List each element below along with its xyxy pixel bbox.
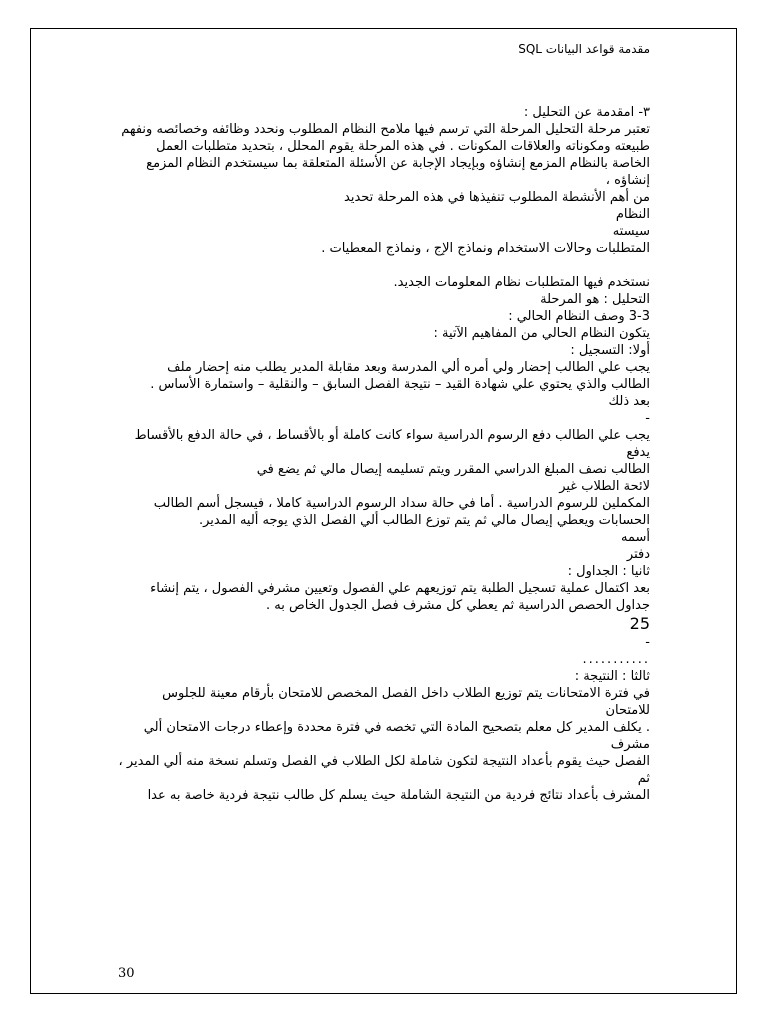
- section-heading: ٣- امقدمة عن التحليل :: [523, 105, 650, 120]
- dash-line: -: [645, 635, 650, 650]
- page-marker: 25: [629, 614, 650, 633]
- page-number: 30: [118, 966, 135, 981]
- paragraph-line: التحليل : هو المرحلة: [540, 292, 650, 307]
- document-body: [118, 104, 650, 804]
- paragraph-line: نستخدم فيها المتطلبات نظام المعلومات الجديد.: [393, 275, 650, 290]
- spacer: [118, 257, 650, 274]
- paragraph-line: من أهم الأنشطة المطلوب تنفيذها في هذه المرحلة تحديد: [344, 190, 650, 205]
- subsection-heading: ثالثا : النتيجة :: [574, 669, 650, 684]
- paragraph-line: الطالب نصف المبلغ الدراسي المقرر ويتم تسليمه إيصال مالي ثم يضع في: [256, 462, 650, 477]
- paragraph-line: أسمه: [621, 530, 650, 545]
- paragraph-line: يجب علي الطالب دفع الرسوم الدراسية سواء كانت كاملة أو بالأقساط ، في حالة الدفع بالأقساط يدفع: [134, 428, 650, 460]
- section-heading: 3-3 وصف النظام الحالي :: [508, 309, 650, 324]
- paragraph-line: المكملين للرسوم الدراسية . أما في حالة سداد الرسوم الدراسية كاملا ، فيسجل أسم الطالب: [153, 496, 650, 511]
- paragraph-line: بعد ذلك: [608, 394, 650, 409]
- paragraph-line: الخاصة بالنظام المزمع إنشاؤه وبإيجاد الإجابة عن الأسئلة المتعلقة بما سيستخدم النظام المزمع إنشاؤه ،: [146, 156, 650, 188]
- paragraph-line: النظام: [615, 207, 650, 222]
- paragraph-line: لائحة الطلاب غير: [559, 479, 650, 494]
- dash-line: -: [645, 411, 650, 426]
- paragraph-line: دفتر: [626, 547, 650, 562]
- paragraph-line: الحسابات ويعطي إيصال مالي ثم يتم توزع الطالب ألي الفصل الذي يوجه أليه المدير.: [198, 513, 650, 528]
- dotted-line: ...........: [582, 652, 650, 667]
- paragraph-line: في فترة الامتحانات يتم توزيع الطلاب داخل الفصل المخصص للامتحان بأرقام معينة للجلوس للامتحان: [162, 686, 650, 718]
- paragraph-line: تعتبر مرحلة التحليل المرحلة التي ترسم فيها ملامح النظام المطلوب ونحدد وظائفه وخصائصه ونفهم: [121, 122, 650, 137]
- paragraph-line: سيسته: [612, 224, 650, 239]
- paragraph-line: المتطلبات وحالات الاستخدام ونماذج الإج ، ونماذج المعطيات .: [321, 241, 650, 256]
- paragraph-line: المشرف بأعداد نتائج فردية من النتيجة الشاملة حيث يسلم كل طالب نتيجة فردية خاصة به عدا: [147, 788, 650, 803]
- paragraph-line: بعد اكتمال عملية تسجيل الطلبة يتم توزيعهم علي الفصول وتعيين مشرفي الفصول ، يتم إنشاء: [150, 581, 650, 596]
- paragraph-line: . يكلف المدير كل معلم بتصحيح المادة التي تخصه في فترة محددة وإعطاء درجات الامتحان ألي مشرف: [143, 720, 650, 752]
- paragraph-line: طبيعته ومكوناته والعلاقات المكونات . في هذه المرحلة يقوم المحلل ، بتحديد متطلبات العمل: [156, 139, 650, 154]
- paragraph-line: جداول الحصص الدراسية ثم يعطي كل مشرف فصل الجدول الخاص به .: [266, 598, 650, 613]
- running-header: مقدمة قواعد البيانات SQL: [518, 42, 650, 56]
- paragraph-line: يجب علي الطالب إحضار ولي أمره ألي المدرسة وبعد مقابلة المدير يطلب منه إحضار ملف: [167, 360, 650, 375]
- subsection-heading: أولا: التسجيل :: [570, 343, 650, 358]
- subsection-heading: ثانيا : الجداول :: [567, 564, 650, 579]
- paragraph-line: الفصل حيث يقوم بأعداد النتيجة لتكون شاملة لكل الطلاب في الفصل وتسلم نسخة منه ألي المدير ، ثم: [118, 754, 650, 786]
- paragraph-line: الطالب والذي يحتوي علي شهادة القيد – نتيجة الفصل السابق – والنقلية – واستمارة الأساس .: [150, 377, 650, 392]
- paragraph-line: يتكون النظام الحالي من المفاهيم الآتية :: [433, 326, 650, 341]
